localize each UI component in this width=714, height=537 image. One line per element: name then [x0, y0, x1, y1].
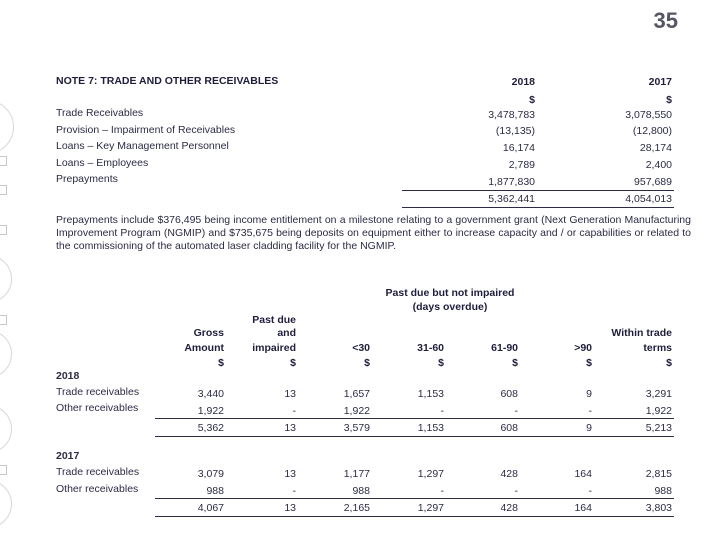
header-line: Past due — [252, 314, 296, 326]
value-2017: 2,400 — [645, 159, 672, 171]
row-label: Loans – Employees — [56, 157, 149, 169]
value-2018: (13,135) — [495, 125, 535, 137]
cell: 13 — [284, 468, 296, 480]
section-year-2018: 2018 — [56, 370, 80, 382]
cell: 13 — [284, 422, 296, 434]
prepayments-paragraph: Prepayments include $376,495 being income entitlement on a milestone relating to a government grant (Next Generation Manufacturing Improvement Program (NGMIP) and $735,675 being deposits on equipment either to increase capacity and / or capabilities or related to the commissioning of the automated laser cladding facility for the NGMIP. — [56, 214, 691, 252]
page-number: 35 — [653, 8, 678, 33]
cell: 1,297 — [417, 502, 444, 514]
cell: 1,922 — [197, 405, 224, 417]
cell: 1,922 — [645, 405, 672, 417]
row-label: Provision – Impairment of Receivables — [56, 124, 236, 136]
cell: 9 — [586, 422, 592, 434]
total-rule — [402, 207, 674, 208]
year-2017-header: 2017 — [648, 76, 672, 88]
cell: 1,153 — [417, 422, 444, 434]
row-label: Prepayments — [56, 173, 118, 185]
past-due-group-header: Past due but not impaired — [385, 287, 515, 299]
cell: - — [292, 405, 296, 417]
header-line: terms — [643, 342, 672, 354]
past-due-group-subheader: (days overdue) — [412, 301, 488, 313]
header-line: Amount — [184, 342, 224, 354]
cell: 428 — [500, 502, 518, 514]
cell: 5,213 — [645, 422, 672, 434]
row-label: Trade Receivables — [56, 107, 144, 119]
cell: - — [588, 405, 592, 417]
value-2017: 28,174 — [639, 142, 672, 154]
total-rule — [402, 190, 674, 191]
value-2018: 1,877,830 — [488, 176, 535, 188]
total-2018: 5,362,441 — [488, 193, 535, 205]
total-rule — [155, 418, 674, 419]
currency-2017: $ — [666, 94, 672, 106]
row-label: Other receivables — [56, 483, 139, 495]
cell: 13 — [284, 388, 296, 400]
row-label: Trade receivables — [56, 386, 140, 398]
header-line: $ — [512, 357, 518, 369]
edge-decoration — [0, 255, 12, 303]
cell: - — [514, 405, 518, 417]
cell: 2,165 — [343, 502, 370, 514]
value-2018: 16,174 — [502, 142, 535, 154]
edge-decoration — [0, 330, 12, 378]
cell: 5,362 — [197, 422, 224, 434]
cell: 608 — [500, 422, 518, 434]
cell: 1,657 — [343, 388, 370, 400]
header-line: 61-90 — [491, 342, 518, 354]
note-title: NOTE 7: TRADE AND OTHER RECEIVABLES — [56, 75, 279, 87]
cell: - — [588, 485, 592, 497]
row-label: Trade receivables — [56, 466, 140, 478]
cell: 2,815 — [645, 468, 672, 480]
edge-decoration — [0, 225, 7, 235]
value-2017: 957,689 — [634, 176, 672, 188]
total-rule — [155, 498, 674, 499]
total-2017: 4,054,013 — [625, 193, 672, 205]
edge-decoration — [0, 465, 7, 475]
header-line: Gross — [193, 327, 224, 339]
cell: 1,153 — [417, 388, 444, 400]
cell: 428 — [500, 468, 518, 480]
cell: 3,803 — [645, 502, 672, 514]
cell: 164 — [574, 468, 592, 480]
section-year-2017: 2017 — [56, 450, 80, 462]
header-line: 31-60 — [417, 342, 444, 354]
total-rule — [155, 516, 674, 517]
cell: - — [440, 485, 444, 497]
header-line: impaired — [252, 342, 296, 354]
value-2017: 3,078,550 — [625, 109, 672, 121]
edge-decoration — [0, 405, 12, 453]
cell: 3,291 — [645, 388, 672, 400]
cell: 13 — [284, 502, 296, 514]
cell: 3,440 — [197, 388, 224, 400]
edge-decoration — [0, 185, 7, 195]
value-2018: 3,478,783 — [488, 109, 535, 121]
cell: - — [440, 405, 444, 417]
header-line: $ — [438, 357, 444, 369]
cell: - — [514, 485, 518, 497]
cell: 1,297 — [417, 468, 444, 480]
value-2017: (12,800) — [632, 125, 672, 137]
cell: 1,177 — [343, 468, 370, 480]
edge-decoration — [0, 156, 7, 166]
currency-2018: $ — [529, 94, 535, 106]
header-line: >90 — [574, 342, 592, 354]
header-line: $ — [218, 357, 224, 369]
cell: 164 — [574, 502, 592, 514]
total-rule — [155, 436, 674, 437]
value-2018: 2,789 — [508, 159, 535, 171]
header-line: $ — [666, 357, 672, 369]
cell: - — [292, 485, 296, 497]
cell: 4,067 — [197, 502, 224, 514]
edge-decoration — [0, 100, 14, 154]
cell: 608 — [500, 388, 518, 400]
row-label: Loans – Key Management Personnel — [56, 140, 229, 152]
header-line: $ — [586, 357, 592, 369]
edge-decoration — [0, 315, 7, 325]
header-line: $ — [290, 357, 296, 369]
cell: 3,579 — [343, 422, 370, 434]
row-label: Other receivables — [56, 402, 139, 414]
cell: 988 — [654, 485, 672, 497]
cell: 1,922 — [343, 405, 370, 417]
cell: 9 — [586, 388, 592, 400]
cell: 988 — [206, 485, 224, 497]
edge-decoration — [0, 480, 12, 528]
cell: 3,079 — [197, 468, 224, 480]
header-line: and — [277, 327, 296, 339]
header-line: <30 — [352, 342, 370, 354]
header-line: $ — [364, 357, 370, 369]
cell: 988 — [352, 485, 370, 497]
year-2018-header: 2018 — [511, 76, 535, 88]
header-line: Within trade — [611, 327, 672, 339]
